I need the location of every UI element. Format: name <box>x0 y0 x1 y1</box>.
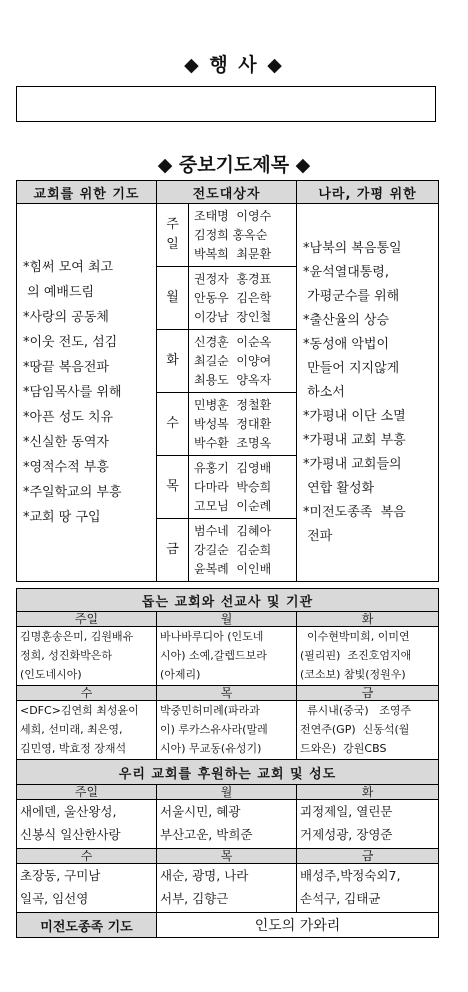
target-day: 수 <box>157 393 189 456</box>
list-item: *아픈 성도 치유 <box>23 410 114 425</box>
target-names: 민병훈 정철환 박성복 정대환 박수환 조명옥 <box>189 393 297 456</box>
list-item: 가평군수를 위해 <box>303 288 400 304</box>
day-label: 금 <box>297 686 439 701</box>
church-prayer-list <box>17 204 157 582</box>
list-item: 만들어 지지않게 <box>303 360 400 376</box>
unreached-value: 인도의 가와리 <box>157 913 439 938</box>
list-item: *이웃 전도, 섬김 <box>23 335 118 350</box>
missions-title: 돕는 교회와 선교사 및 기관 <box>17 589 439 612</box>
list-item: *윤석열대통령, <box>303 264 389 280</box>
target-day: 화 <box>157 330 189 393</box>
supporter-cell: 새에덴, 울산왕성, 신봉식 일산한사랑 <box>17 800 157 849</box>
col-target-header: 전도대상자 <box>157 181 297 204</box>
day-label: 수 <box>17 849 157 864</box>
list-item: *담임목사를 위해 <box>23 385 122 400</box>
supporters-title: 우리 교회를 후원하는 교회 및 성도 <box>17 760 439 785</box>
list-item: *가평내 이단 소멸 <box>303 408 406 424</box>
day-label: 화 <box>297 785 439 800</box>
target-names: 유홍기 김영배 다마라 박승희 고모님 이순례 <box>189 456 297 519</box>
mission-cell: 김명훈송은미, 김원배유 정희, 성진화박은하 (인도네시아) <box>17 627 157 686</box>
prayer-title: ◆ 중보기도제목 ◆ <box>157 154 311 176</box>
mission-cell: 이수현박미희, 이미연 (필리핀) 조진호엄지애 (코소보) 참빛(정원우) <box>297 627 439 686</box>
list-item: 전파 <box>303 528 333 544</box>
list-item: *남북의 복음통일 <box>303 240 402 256</box>
day-label: 금 <box>297 849 439 864</box>
list-item: *주일학교의 부흥 <box>23 485 122 500</box>
target-day: 주 일 <box>157 204 189 267</box>
day-label: 주일 <box>17 785 157 800</box>
list-item: *힘써 모여 최고 <box>23 260 114 275</box>
supporter-cell: 초장동, 구미남 일곡, 임선영 <box>17 864 157 913</box>
nation-prayer-list <box>297 204 439 582</box>
day-label: 수 <box>17 686 157 701</box>
mission-cell: 류시내(중국) 조영주 전연주(GP) 신동석(월 드와은) 강원CBS <box>297 701 439 760</box>
target-names: 권정자 홍경표 안동우 김은학 이강남 장인철 <box>189 267 297 330</box>
target-day: 금 <box>157 519 189 582</box>
target-day: 월 <box>157 267 189 330</box>
list-item: *교회 땅 구입 <box>23 510 101 525</box>
supporter-cell: 새순, 광명, 나라 서부, 김향근 <box>157 864 297 913</box>
unreached-label: 미전도종족 기도 <box>17 913 157 938</box>
list-item: *가평내 교회 부흥 <box>303 432 406 448</box>
day-label: 화 <box>297 612 439 627</box>
target-day: 목 <box>157 456 189 519</box>
day-label: 목 <box>157 849 297 864</box>
supporter-cell: 배성주,박정숙외7, 손석구, 김태균 <box>297 864 439 913</box>
target-names: 신경훈 이순옥 최길순 이양여 최용도 양옥자 <box>189 330 297 393</box>
list-item: *가평내 교회들의 <box>303 456 402 472</box>
supporter-cell: 서울시민, 혜광 부산고운, 박희준 <box>157 800 297 849</box>
list-item: *영적수적 부흥 <box>23 460 109 475</box>
day-label: 주일 <box>17 612 157 627</box>
events-box <box>16 86 436 122</box>
list-item: *땅끝 복음전파 <box>23 360 109 375</box>
mission-cell: 박중민허미례(파라과 이) 루카스유사라(말레 시아) 무교동(유성기) <box>157 701 297 760</box>
col-nation-header: 나라, 가평 위한 <box>297 181 439 204</box>
target-names: 조태명 이영수 김정희 홍옥순 박복희 최문환 <box>189 204 297 267</box>
mission-cell: <DFC>김연희 최성윤이 세희, 선미래, 최은영, 김민영, 박효정 장재석 <box>17 701 157 760</box>
list-item: *신실한 동역자 <box>23 435 109 450</box>
list-item: *미전도종족 복음 <box>303 504 406 520</box>
mission-cell: 바나바루디아 (인도네 시아) 소예,갈렙드보라 (아제리) <box>157 627 297 686</box>
day-label: 월 <box>157 612 297 627</box>
list-item: *동성애 악법이 <box>303 336 389 352</box>
list-item: 하소서 <box>303 384 345 400</box>
list-item: *출산율의 상승 <box>303 312 389 328</box>
list-item: 의 예배드림 <box>23 285 95 300</box>
day-label: 목 <box>157 686 297 701</box>
list-item: 연합 활성화 <box>303 480 375 496</box>
list-item: *사랑의 공동체 <box>23 310 109 325</box>
prayer-table <box>16 180 439 582</box>
supporter-cell: 괴정제일, 열린문 거제성광, 장영준 <box>297 800 439 849</box>
col-church-header: 교회를 위한 기도 <box>17 181 157 204</box>
target-names: 범수네 김혜아 강길순 김순희 윤복례 이인배 <box>189 519 297 582</box>
missions-table <box>16 588 439 938</box>
events-title: ◆ 행 사 ◆ <box>184 54 284 76</box>
day-label: 월 <box>157 785 297 800</box>
